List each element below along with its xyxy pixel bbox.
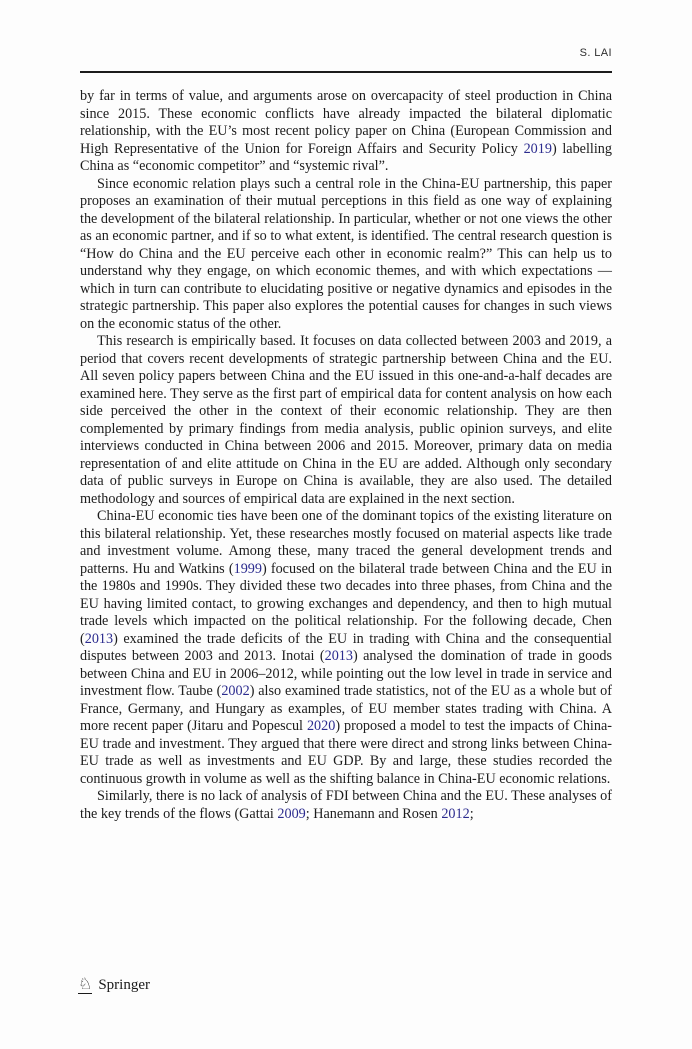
paragraph: Similarly, there is no lack of analysis of FDI between China and the EU. These analyses of the key trends of the flows (Gattai 2009; Hanemann and Rosen 2012; (80, 788, 612, 822)
paragraph: This research is empirically based. It focuses on data collected between 2003 and 2019, a period that covers recent developments of strategic partnership between China and the EU. All seven policy papers between China and the EU issued in this one-and-a-half decades are examined here. They serve as the first part of empirical data for content analysis on how each side perceived the other in the context of their economic relationship. They are then complemented by primary findings from media analysis, public opinion surveys, and elite interviews conducted in China between 2006 and 2015. Moreover, primary data on media representation of and elite attitude on China in the EU are added. Although only secondary data of public surveys in Europe on China is available, they are also used. The detailed methodology and sources of empirical data are explained in the next section. (80, 333, 612, 507)
springer-knight-icon: ♘ (78, 976, 93, 993)
publisher-name: Springer (98, 977, 151, 993)
paragraph: China-EU economic ties have been one of the dominant topics of the existing literature on this bilateral relationship. Yet, these researches mostly focused on material aspects like trade and investment volume. Among these, many traced the general development trends and patterns. Hu and Watkins (1999) focused on the bilateral trade between China and the EU in the 1980s and 1990s. They divided these two decades into three phases, from China and the EU having limited contact, to growing exchanges and dependency, and then to high mutual trade levels which impacted on the political relationship. For the following decade, Chen (2013) examined the trade deficits of the EU in trading with China and the consequential disputes between 2003 and 2013. Inotai (2013) analysed the domination of trade in goods between China and EU in 2006–2012, while pointing out the low level in trade in service and investment flow. Taube (2002) also examined trade statistics, not of the EU as a whole but of France, Germany, and Hungary as examples, of EU member states trading with China. A more recent paper (Jitaru and Popescul 2020) proposed a model to test the impacts of China-EU trade and investment. They argued that there were direct and strong links between China-EU trade as well as investments and EU GDP. By and large, these studies recorded the continuous growth in volume as well as the shifting balance in China-EU economic relations. (80, 508, 612, 787)
citation-link[interactable]: 2019 (523, 140, 552, 157)
citation-link[interactable]: 2013 (324, 648, 353, 664)
publisher-footer (78, 977, 150, 994)
citation-link[interactable]: 2002 (221, 683, 250, 699)
running-head: S. LAI (579, 47, 612, 59)
article-body (80, 88, 612, 823)
citation-link[interactable]: 2020 (306, 718, 336, 734)
paragraph: Since economic relation plays such a central role in the China-EU partnership, this paper proposes an examination of their mutual perceptions in this field as one way of explaining the development of the bilateral relationship. In particular, whether or not one views the other as an economic partner, and if so to what extent, is identified. The central research question is “How do China and the EU perceive each other in economic realm?” This can help us to understand why they engage, on which economic themes, and with which expectations — which in turn can contribute to elucidating positive or negative dynamics and episodes in the strategic partnership. This paper also explores the potential causes for changes in such views on the economic status of the other. (80, 175, 612, 332)
citation-link[interactable]: 2013 (84, 630, 114, 647)
citation-link[interactable]: 1999 (233, 560, 262, 577)
citation-link[interactable]: 2009 (277, 805, 306, 822)
header-rule (80, 71, 612, 73)
citation-link[interactable]: 2012 (441, 805, 470, 822)
paragraph: by far in terms of value, and arguments arose on overcapacity of steel production in China since 2015. These economic conflicts have already impacted the bilateral diplomatic relationship, with the EU’s most recent policy paper on China (European Commission and High Representative of the Union for Foreign Affairs and Security Policy 2019) labelling China as “economic competitor” and “systemic rival”. (80, 88, 612, 174)
